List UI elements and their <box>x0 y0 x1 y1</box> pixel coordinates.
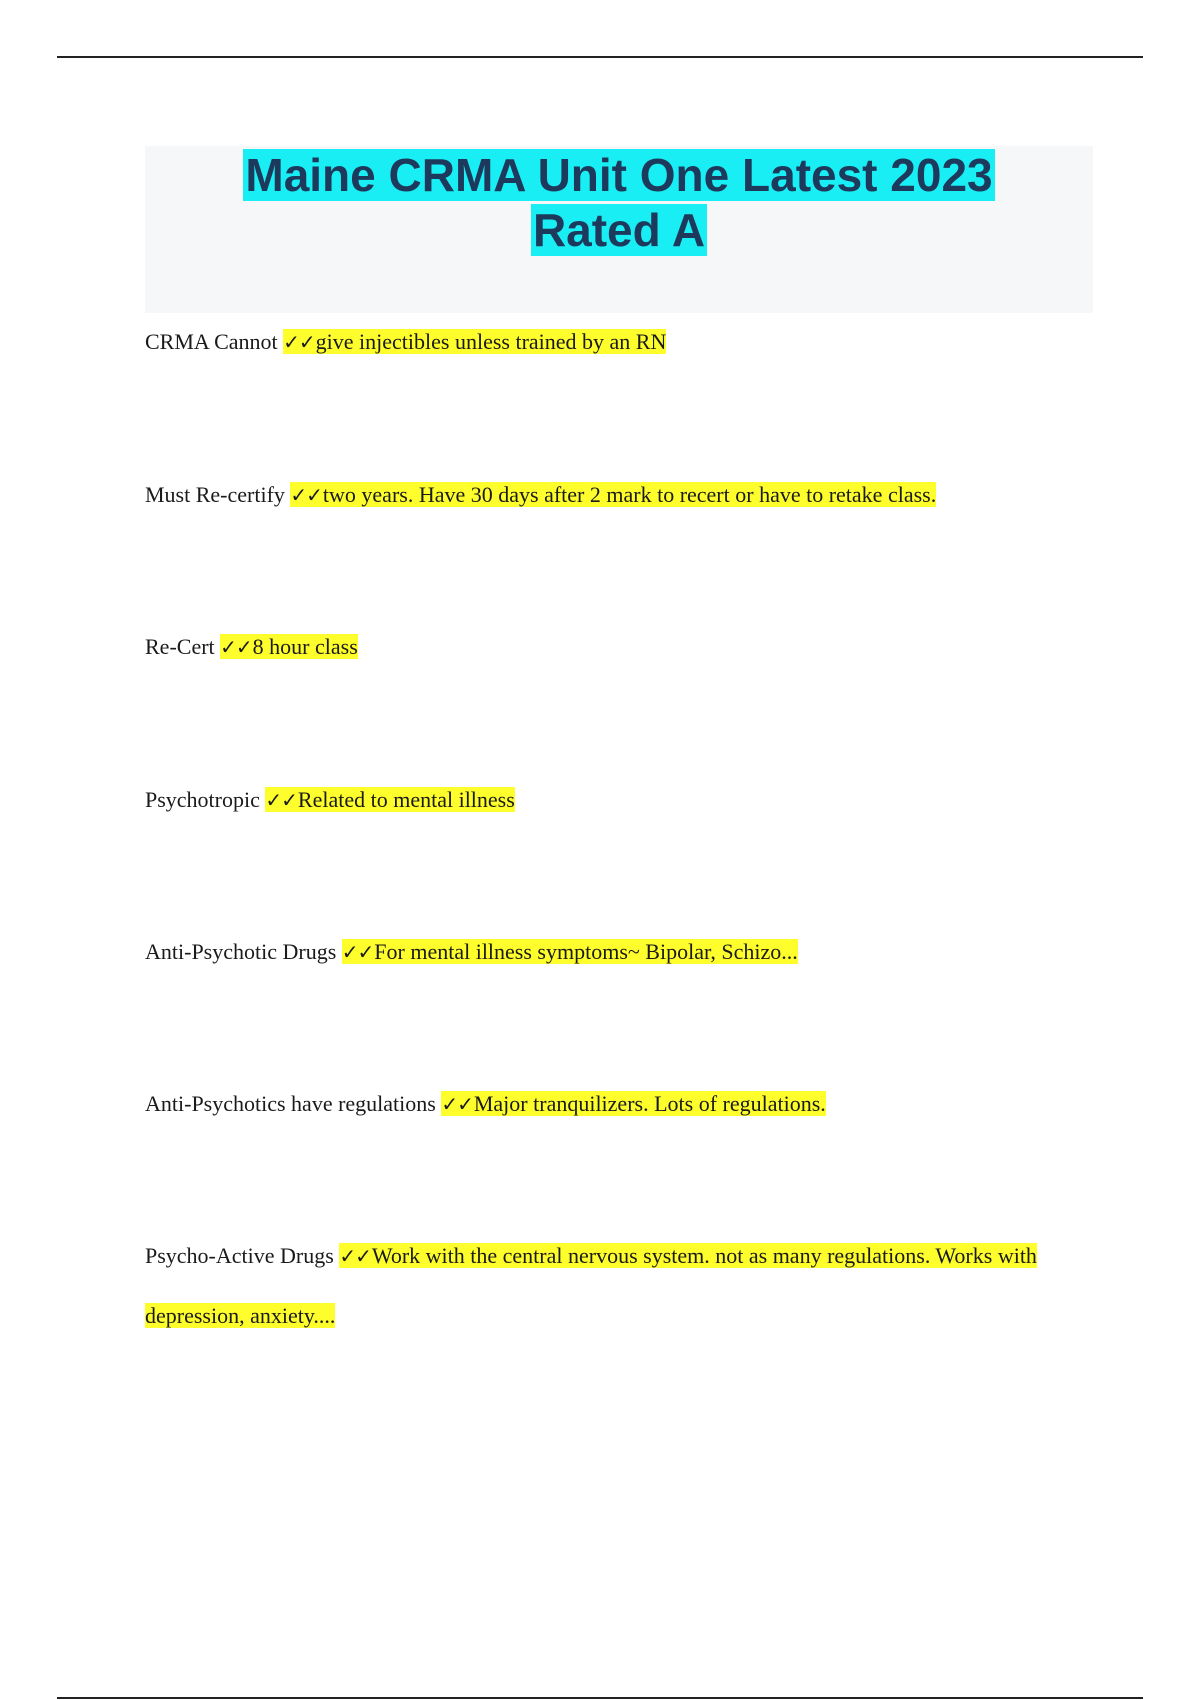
entry-definition: Work with the central nervous system. not as many regulations. Works with depression, anxiety.... <box>145 1243 1037 1328</box>
double-check-icon: ✓✓ <box>220 635 252 659</box>
header-rule <box>57 56 1143 58</box>
double-check-icon: ✓✓ <box>441 1092 473 1116</box>
entry-definition: For mental illness symptoms~ Bipolar, Schizo... <box>374 939 798 964</box>
title-line-2: Rated A <box>532 204 706 256</box>
flashcard-entry <box>145 770 1095 830</box>
entry-term: CRMA Cannot <box>145 329 278 354</box>
flashcard-entry <box>145 465 1095 525</box>
title-line-1: Maine CRMA Unit One Latest 2023 <box>245 149 993 201</box>
entry-definition: Major tranquilizers. Lots of regulations. <box>473 1091 826 1116</box>
double-check-icon: ✓✓ <box>339 1244 371 1268</box>
entry-answer <box>283 329 666 354</box>
flashcard-entry <box>145 1226 1095 1346</box>
entry-definition: give injectibles unless trained by an RN <box>315 329 667 354</box>
double-check-icon: ✓✓ <box>283 330 315 354</box>
entry-answer <box>290 482 936 507</box>
footer-rule <box>57 1697 1143 1699</box>
entry-term: Psycho-Active Drugs <box>145 1243 334 1268</box>
entry-definition: two years. Have 30 days after 2 mark to recert or have to retake class. <box>322 482 937 507</box>
entry-term: Re-Cert <box>145 634 215 659</box>
entry-term: Must Re-certify <box>145 482 285 507</box>
entry-definition: 8 hour class <box>252 634 358 659</box>
flashcard-entry <box>145 922 1095 982</box>
title-box <box>145 146 1093 313</box>
flashcard-entry <box>145 1074 1095 1134</box>
entry-answer <box>265 787 514 812</box>
double-check-icon: ✓✓ <box>341 940 374 964</box>
entry-answer <box>441 1091 825 1116</box>
flashcard-entry <box>145 312 1095 372</box>
double-check-icon: ✓✓ <box>265 788 297 812</box>
entry-term: Anti-Psychotic Drugs <box>145 939 337 964</box>
document-title <box>145 146 1093 258</box>
flashcard-entry <box>145 617 1095 677</box>
entry-answer <box>342 939 798 964</box>
double-check-icon: ✓✓ <box>290 483 322 507</box>
entry-term: Psychotropic <box>145 787 260 812</box>
entry-answer <box>220 634 358 659</box>
entry-definition: Related to mental illness <box>297 787 515 812</box>
entry-term: Anti-Psychotics have regulations <box>145 1091 436 1116</box>
